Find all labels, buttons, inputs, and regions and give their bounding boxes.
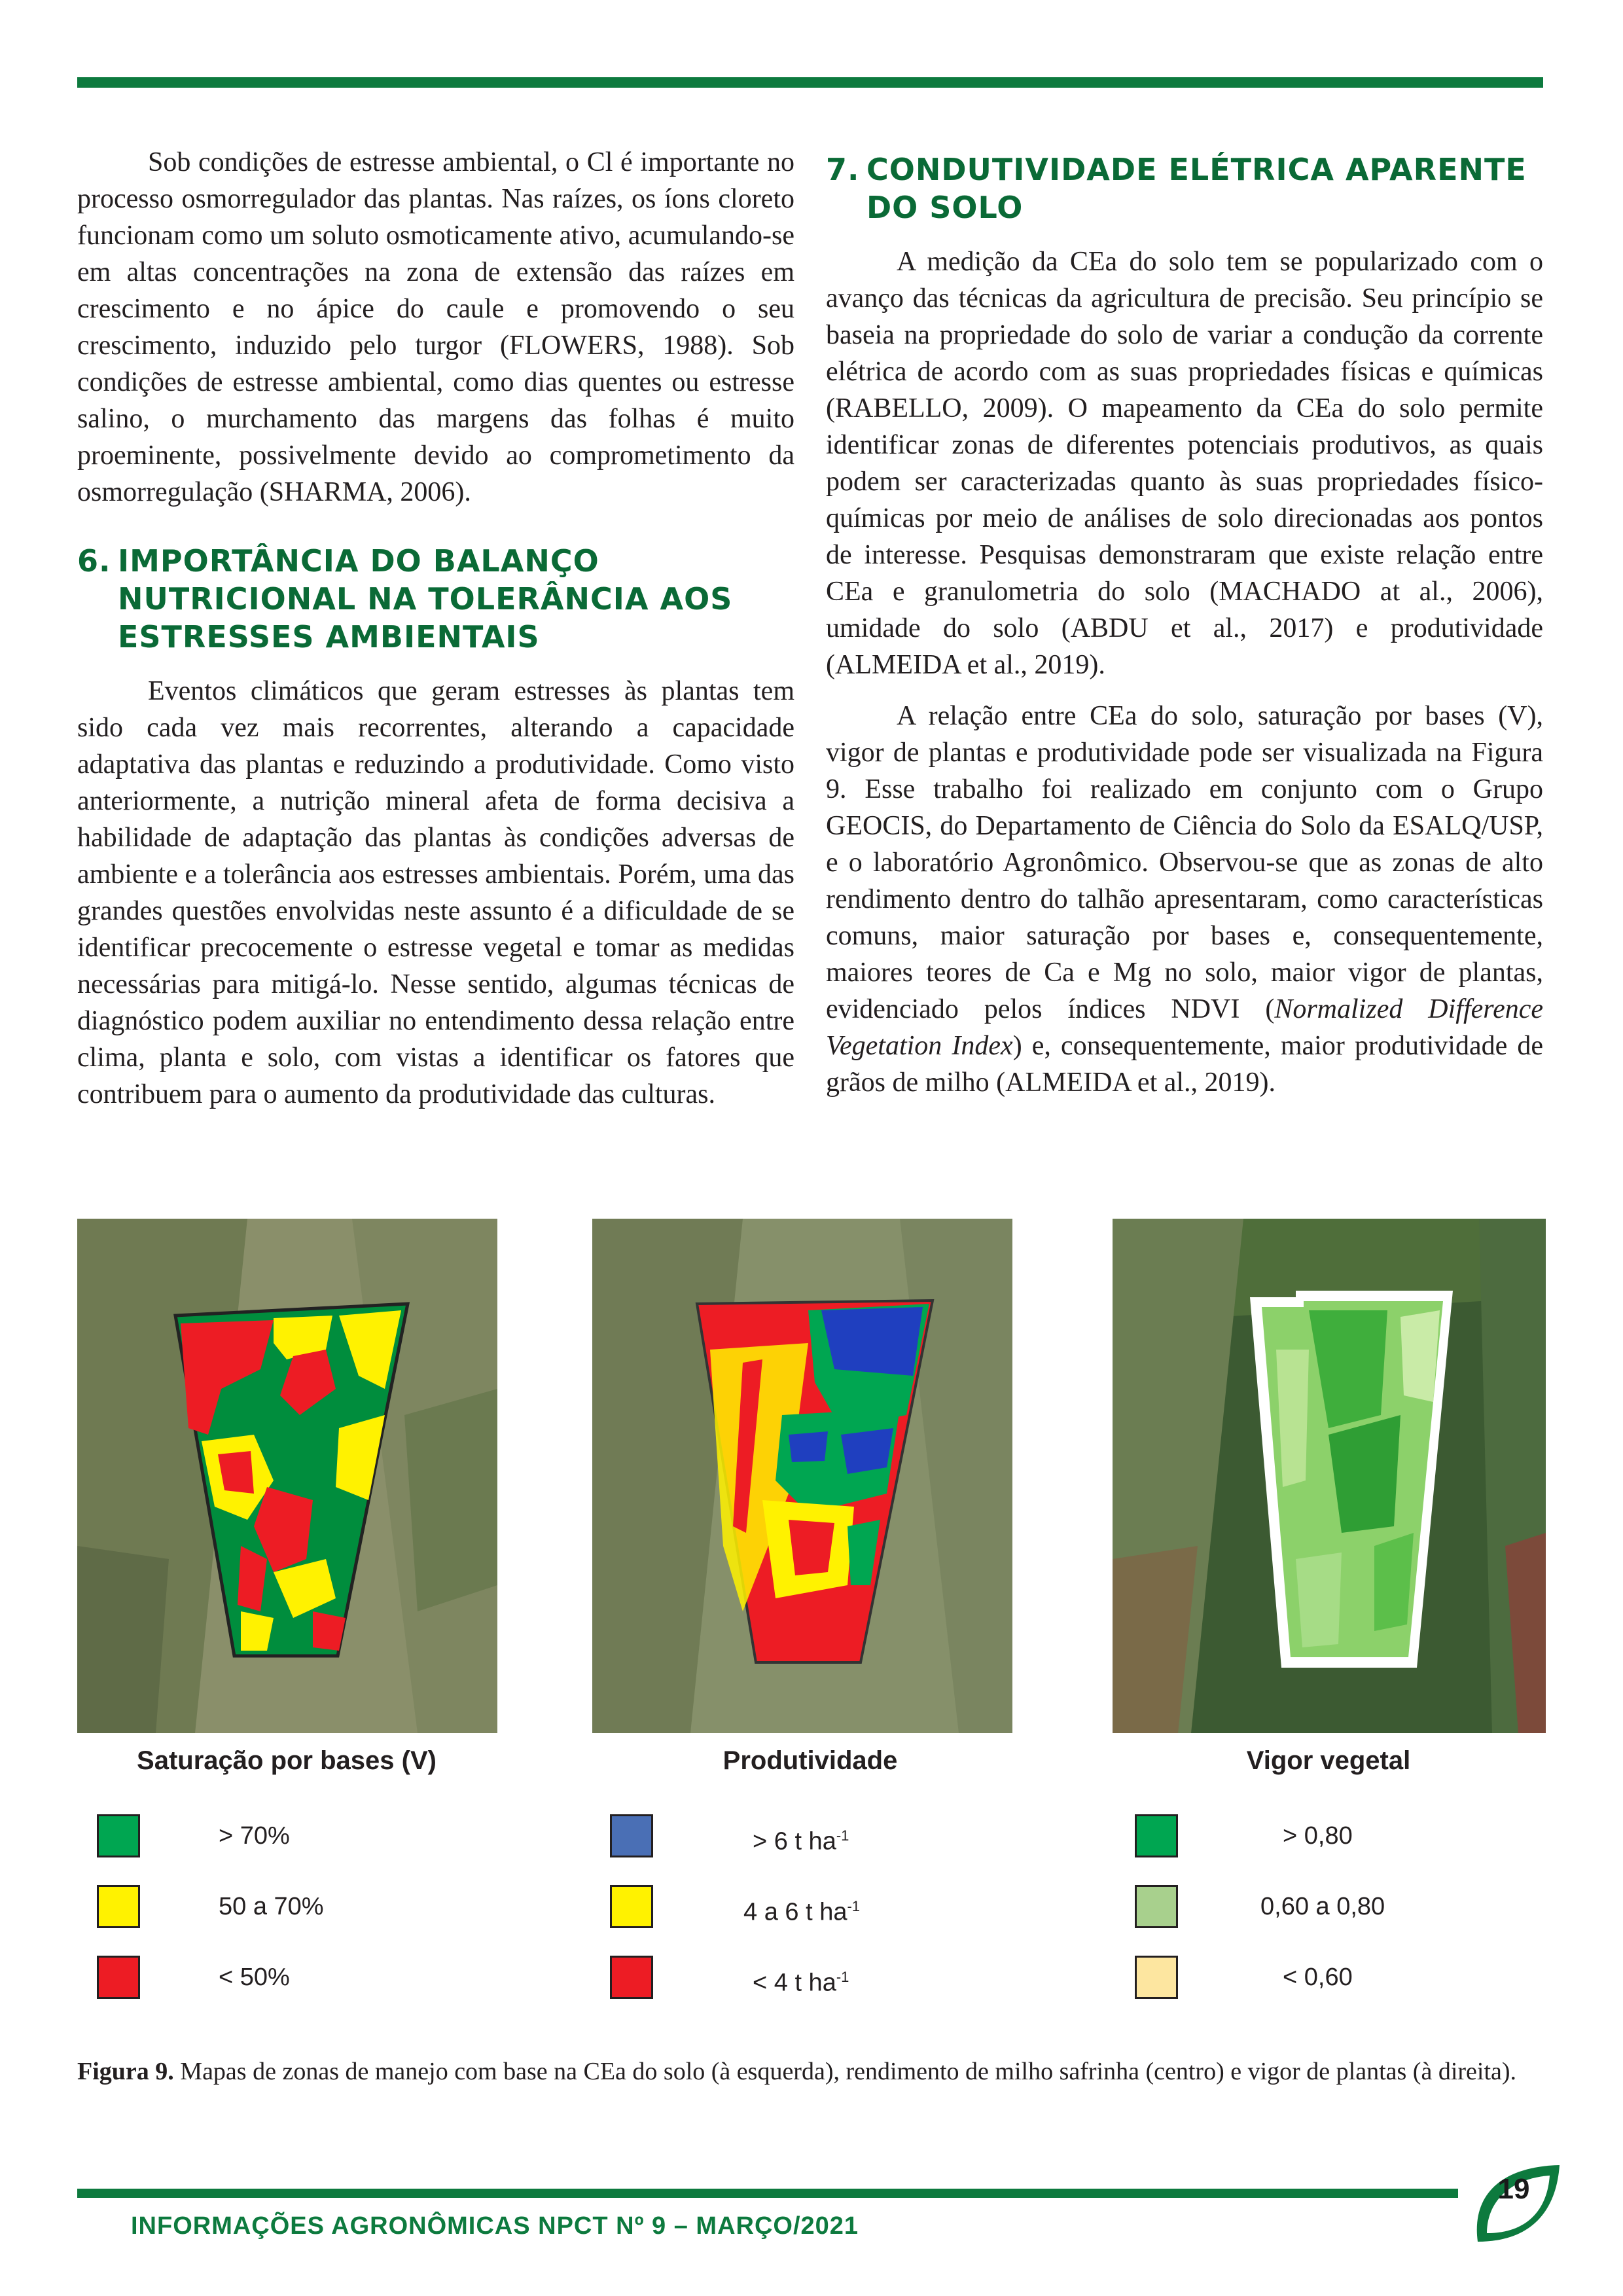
- legend-swatch-dark-green: [1135, 1814, 1178, 1857]
- legend-swatch-green: [97, 1814, 140, 1857]
- legend-swatch-yellow: [610, 1885, 653, 1928]
- legend-item: [568, 1956, 1052, 2005]
- figure-caption: [77, 2055, 1543, 2088]
- section-6-heading: [77, 542, 794, 656]
- paragraph-cea-relation-start: A relação entre CEa do solo, saturação por bases (V), vigor de plantas e produtividade pode ser visualizada na Figura 9. Esse trabalho foi realizado em conjunto com o Grupo GEOCIS, do Departamento de Ciência do Solo da ESALQ/USP, e o laboratório Agronômico. Observou-se que as zonas de alto rendimento dentro do talhão apresentaram, como características comuns, maior saturação por bases e, consequentemente, maiores teores de Ca e Mg no solo, maior vigor de plantas, evidenciado pelos índices NDVI (: [826, 701, 1543, 1024]
- top-rule: [77, 77, 1543, 88]
- legend-item: [568, 1885, 1052, 1935]
- legend-item: [1086, 1956, 1571, 2005]
- map-base-saturation-image: [77, 1219, 497, 1733]
- paragraph-climate-events: Eventos climáticos que geram estresses às plantas tem sido cada vez mais recorrentes, alterando a capacidade adaptativa das plantas e reduzindo a produtividade. Como visto anteriormente, a nutrição mineral afeta de forma decisiva a habilidade de adaptação das plantas às condições adversas de ambiente e a tolerância aos estresses ambientais. Porém, uma das grandes questões envolvidas neste assunto é a dificuldade de se identificar precocemente o estresse vegetal e tomar as medidas necessárias para mitigá-lo. Nesse sentido, algumas técnicas de diagnóstico podem auxiliar no entendimento dessa relação entre clima, planta e solo, com vistas a identificar os fatores que contribuem para o aumento da produtividade das culturas.: [77, 676, 794, 1109]
- map-plant-vigor-image: [1113, 1219, 1546, 1733]
- legend-plant-vigor: [1086, 1741, 1571, 1991]
- legend-title: Saturação por bases (V): [137, 1746, 437, 1775]
- legend-swatch-yellow: [97, 1885, 140, 1928]
- legend-item: [45, 1814, 529, 1864]
- map-productivity-image: [592, 1219, 1012, 1733]
- legend-label: > 6 t $ha^{-1}$: [753, 1827, 849, 1856]
- legend-item: [45, 1885, 529, 1935]
- journal-footer: INFORMAÇÕES AGRONÔMICAS NPCT Nº 9 – MARÇO/2021: [131, 2212, 859, 2240]
- right-column: [826, 144, 1543, 1101]
- legend-label: < 4 t $ha^{-1}$: [753, 1969, 849, 1997]
- legend-swatch-red: [97, 1956, 140, 1999]
- section-7-number: 7.: [826, 152, 860, 187]
- legend-title: Produtividade: [722, 1746, 898, 1775]
- bottom-rule: [77, 2189, 1458, 2198]
- legend-label: 50 a 70%: [219, 1893, 324, 1920]
- legend-swatch-light-green: [1135, 1885, 1178, 1928]
- ndvi-expansion: Normalized Difference Vegetation Index: [826, 994, 1543, 1061]
- paragraph-cea-relation-end: ) e, consequentemente, maior produtividade de grãos de milho (ALMEIDA et al., 2019).: [826, 1031, 1543, 1098]
- legend-item: [45, 1956, 529, 2005]
- left-column: [77, 144, 794, 1113]
- legend-label: > 0,80: [1283, 1822, 1353, 1850]
- legend-label: 0,60 a 0,80: [1260, 1893, 1385, 1920]
- legend-swatch-red: [610, 1956, 653, 1999]
- legend-item: [1086, 1814, 1571, 1864]
- paragraph-cea-measurement: A medição da CEa do solo tem se popularizado com o avanço das técnicas da agricultura de precisão. Seu princípio se baseia na propriedade do solo de variar a condução da corrente elétrica de acordo com as suas propriedades físicas e químicas (RABELLO, 2009). O mapeamento da CEa do solo permite identificar zonas de diferentes potenciais produtivos, as quais podem ser caracterizadas quanto às suas propriedades físico-químicas por meio de análises de solo direcionadas aos pontos de interesse. Pesquisas demonstraram que existe relação entre CEa e granulometria do solo (MACHADO at al., 2006), umidade do solo (ABDU et al., 2017) e produtividade (ALMEIDA et al., 2019).: [826, 247, 1543, 680]
- legend-item: [568, 1814, 1052, 1864]
- figure-caption-text: Mapas de zonas de manejo com base na CEa do solo (à esquerda), rendimento de milho safrinha (centro) e vigor de plantas (à direita).: [180, 2058, 1517, 2085]
- legend-title: Vigor vegetal: [1246, 1746, 1411, 1775]
- paragraph-cl-osmoregulation: Sob condições de estresse ambiental, o Cl é importante no processo osmorregulador das plantas. Nas raízes, os íons cloreto funcionam como um soluto osmoticamente ativo, acumulando-se em altas concentrações na zona de extensão das raízes em crescimento e no ápice do caule e promovendo o seu crescimento, induzido pelo turgor (FLOWERS, 1988). Sob condições de estresse ambiental, como dias quentes ou estresse salino, o murchamento das margens das folhas é muito proeminente, possivelmente devido ao comprometimento da osmorregulação (SHARMA, 2006).: [77, 147, 794, 507]
- legend-label: < 50%: [219, 1964, 290, 1991]
- legend-swatch-cream: [1135, 1956, 1178, 1999]
- legend-label: < 0,60: [1283, 1964, 1353, 1991]
- paragraph-cea-relation: [826, 698, 1543, 1101]
- legend-base-saturation: [45, 1741, 529, 1991]
- legend-label: 4 a 6 t $ha^{-1}$: [743, 1898, 861, 1926]
- page-number: 19: [1497, 2173, 1530, 2205]
- section-7-heading: [826, 151, 1543, 226]
- legend-swatch-blue: [610, 1814, 653, 1857]
- section-7-title: CONDUTIVIDADE ELÉTRICA APARENTE DO SOLO: [866, 152, 1527, 225]
- figure-caption-label: Figura 9.: [77, 2058, 174, 2085]
- section-6-title: IMPORTÂNCIA DO BALANÇO NUTRICIONAL NA TOLERÂNCIA AOS ESTRESSES AMBIENTAIS: [118, 543, 733, 655]
- legend-label: > 70%: [219, 1822, 290, 1850]
- legend-productivity: [568, 1741, 1052, 1997]
- section-6-number: 6.: [77, 543, 111, 579]
- legend-item: [1086, 1885, 1571, 1935]
